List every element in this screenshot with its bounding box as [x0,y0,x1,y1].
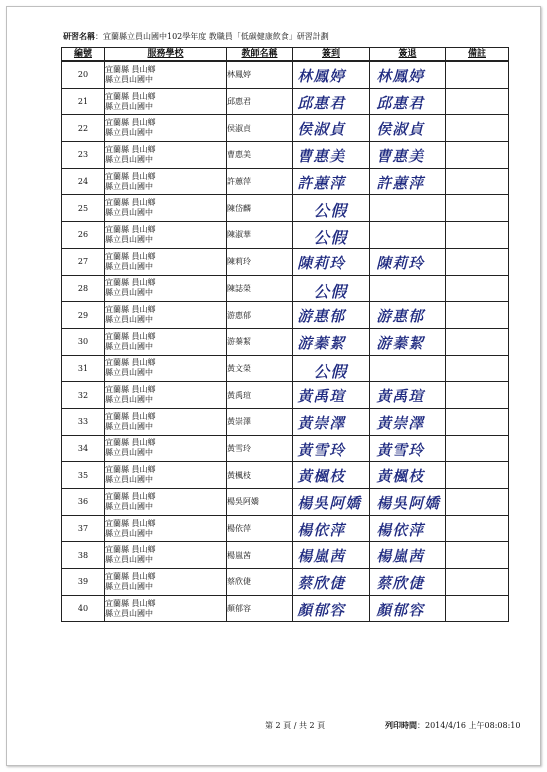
school-line1: 宜蘭縣 員山鄉 [105,64,156,74]
school-line1: 宜蘭縣 員山鄉 [105,598,156,608]
school-line1: 宜蘭縣 員山鄉 [105,491,156,501]
school-line1: 宜蘭縣 員山鄉 [105,571,156,581]
note-cell [446,248,509,275]
table-row [62,115,509,142]
school-line1: 宜蘭縣 員山鄉 [105,91,156,101]
table-row [62,195,509,222]
school-line1: 宜蘭縣 員山鄉 [105,278,156,288]
school-cell [105,115,227,142]
sign-out-cell [370,355,446,382]
sign-in-signature: 公假 [313,361,348,381]
row-number: 38 [62,542,105,569]
sign-in-signature: 顏郁容 [297,600,346,619]
school-line2: 縣立員山國中 [105,74,153,84]
sign-out-signature: 黃禹瑄 [376,387,425,406]
table-row [62,168,509,195]
school-line1: 宜蘭縣 員山鄉 [105,171,156,181]
teacher-name: 陳岱麟 [227,195,293,222]
teacher-name: 陳莉玲 [227,248,293,275]
sign-in-signature: 邱惠君 [297,93,346,112]
sign-in-signature: 楊嵐茜 [297,547,346,566]
table-row [62,61,509,88]
note-cell [446,222,509,249]
note-cell [446,569,509,596]
teacher-name: 楊吳阿嬌 [227,489,293,516]
school-line2: 縣立員山國中 [105,208,153,218]
row-number: 28 [62,275,105,302]
teacher-name: 楊依萍 [227,515,293,542]
note-cell [446,115,509,142]
teacher-name: 侯淑貞 [227,115,293,142]
row-number: 39 [62,569,105,596]
school-line1: 宜蘭縣 員山鄉 [105,358,156,368]
school-cell [105,248,227,275]
table-row [62,248,509,275]
teacher-name: 蔡欣倢 [227,569,293,596]
school-cell [105,408,227,435]
sign-in-cell [293,542,370,569]
note-cell [446,515,509,542]
sign-out-signature: 陳莉玲 [376,253,425,272]
teacher-name: 林鳳婷 [227,61,293,88]
print-time [385,720,521,731]
sign-in-cell [293,248,370,275]
school-line1: 宜蘭縣 員山鄉 [105,385,156,395]
school-line1: 宜蘭縣 員山鄉 [105,144,156,154]
note-cell [446,355,509,382]
note-cell [446,61,509,88]
school-cell [105,435,227,462]
teacher-name: 游惠郁 [227,302,293,329]
row-number: 37 [62,515,105,542]
document-page [6,6,541,766]
note-cell [446,489,509,516]
sign-in-cell [293,569,370,596]
row-number: 25 [62,195,105,222]
school-line2: 縣立員山國中 [105,181,153,191]
table-row [62,88,509,115]
row-number: 26 [62,222,105,249]
sign-out-cell [370,275,446,302]
note-cell [446,302,509,329]
school-line1: 宜蘭縣 員山鄉 [105,465,156,475]
table-row [62,569,509,596]
sign-out-cell [370,515,446,542]
school-cell [105,302,227,329]
school-line2: 縣立員山國中 [105,234,153,244]
teacher-name: 黃雪玲 [227,435,293,462]
sign-out-cell [370,435,446,462]
sign-in-cell [293,435,370,462]
school-line1: 宜蘭縣 員山鄉 [105,518,156,528]
row-number: 21 [62,88,105,115]
sign-out-signature: 曹惠美 [376,147,425,166]
column-header-school: 服務學校 [105,48,227,62]
teacher-name: 陳淑華 [227,222,293,249]
sign-out-signature: 林鳳婷 [376,67,425,85]
table-row [62,222,509,249]
teacher-name: 楊嵐茜 [227,542,293,569]
teacher-name: 邱惠君 [227,88,293,115]
header-label: 研習名稱 [63,31,95,41]
sign-in-cell [293,489,370,516]
table-row [62,275,509,302]
sign-in-cell [293,355,370,382]
sign-in-signature: 黃崇澤 [297,413,346,432]
school-cell [105,595,227,622]
school-line2: 縣立員山國中 [105,315,153,325]
column-header-teacher: 教師名稱 [227,48,293,62]
print-time-label: 列印時間 [385,720,417,730]
note-cell [446,595,509,622]
sign-in-signature: 黃雪玲 [297,440,346,459]
sign-in-signature: 楊依萍 [297,520,346,539]
sign-out-signature: 黃楓枝 [376,467,425,486]
note-cell [446,168,509,195]
school-line2: 縣立員山國中 [105,528,153,538]
school-cell [105,489,227,516]
school-cell [105,142,227,169]
sign-out-cell [370,542,446,569]
row-number: 20 [62,61,105,88]
sign-in-table [61,47,509,622]
sign-in-cell [293,328,370,355]
sign-in-signature: 許蕙萍 [297,173,346,192]
school-line2: 縣立員山國中 [105,421,153,431]
row-number: 27 [62,248,105,275]
sign-in-cell [293,408,370,435]
teacher-name: 陳誌榮 [227,275,293,302]
school-cell [105,275,227,302]
sign-in-signature: 公假 [313,281,348,301]
school-cell [105,569,227,596]
sign-in-cell [293,168,370,195]
table-row [62,408,509,435]
teacher-name: 許蕙萍 [227,168,293,195]
table-row [62,355,509,382]
sign-out-signature: 顏郁容 [376,600,425,619]
sign-out-cell [370,248,446,275]
sign-out-signature: 蔡欣倢 [376,574,425,593]
sign-in-cell [293,462,370,489]
note-cell [446,382,509,409]
school-line2: 縣立員山國中 [105,555,153,565]
sign-in-signature: 蔡欣倢 [297,574,346,593]
sign-in-signature: 游惠郁 [297,307,346,326]
row-number: 40 [62,595,105,622]
note-cell [446,542,509,569]
school-line1: 宜蘭縣 員山鄉 [105,545,156,555]
sign-in-cell [293,382,370,409]
school-cell [105,328,227,355]
document-header [63,31,329,42]
school-line1: 宜蘭縣 員山鄉 [105,224,156,234]
table-body [62,61,509,622]
sign-out-cell [370,462,446,489]
sign-in-signature: 曹惠美 [297,147,346,166]
teacher-name: 游蓁絜 [227,328,293,355]
school-line1: 宜蘭縣 員山鄉 [105,305,156,315]
school-line2: 縣立員山國中 [105,288,153,298]
school-line2: 縣立員山國中 [105,501,153,511]
row-number: 32 [62,382,105,409]
school-line2: 縣立員山國中 [105,128,153,138]
row-number: 22 [62,115,105,142]
teacher-name: 黃崇澤 [227,408,293,435]
row-number: 34 [62,435,105,462]
school-line1: 宜蘭縣 員山鄉 [105,118,156,128]
sign-out-signature: 楊嵐茜 [376,547,425,566]
school-cell [105,355,227,382]
sign-in-signature: 公假 [313,201,348,221]
note-cell [446,462,509,489]
sign-out-signature: 楊依萍 [376,520,425,539]
school-line2: 縣立員山國中 [105,475,153,485]
teacher-name: 黃楓枝 [227,462,293,489]
note-cell [446,142,509,169]
teacher-name: 黃禹瑄 [227,382,293,409]
sign-in-cell [293,88,370,115]
column-header-number: 編號 [62,48,105,62]
sign-out-cell [370,302,446,329]
table-header-row [62,48,509,62]
sign-in-signature: 陳莉玲 [297,253,346,272]
page-number: 第 2 頁 / 共 2 頁 [265,721,326,730]
table-row [62,382,509,409]
sign-out-signature: 游蓁絜 [376,333,425,352]
school-line1: 宜蘭縣 員山鄉 [105,411,156,421]
sign-in-cell [293,195,370,222]
sign-out-cell [370,408,446,435]
sign-out-signature: 楊吳阿嬌 [376,494,441,512]
table-row [62,142,509,169]
school-cell [105,222,227,249]
row-number: 29 [62,302,105,329]
school-line1: 宜蘭縣 員山鄉 [105,251,156,261]
note-cell [446,408,509,435]
sign-in-cell [293,222,370,249]
school-line1: 宜蘭縣 員山鄉 [105,198,156,208]
sign-in-cell [293,142,370,169]
sign-in-cell [293,595,370,622]
sign-in-signature: 林鳳婷 [297,67,346,85]
row-number: 30 [62,328,105,355]
sign-in-cell [293,61,370,88]
row-number: 23 [62,142,105,169]
note-cell [446,328,509,355]
sign-out-cell [370,569,446,596]
sign-in-signature: 公假 [313,228,348,248]
school-cell [105,168,227,195]
teacher-name: 黃文榮 [227,355,293,382]
school-line1: 宜蘭縣 員山鄉 [105,438,156,448]
table-row [62,595,509,622]
sign-in-cell [293,115,370,142]
sign-in-cell [293,515,370,542]
table-row [62,302,509,329]
sign-out-cell [370,595,446,622]
school-line2: 縣立員山國中 [105,608,153,618]
sign-out-cell [370,168,446,195]
school-line2: 縣立員山國中 [105,261,153,271]
school-cell [105,542,227,569]
header-title: ：宜蘭縣立員山國中102學年度 教職員「低碳健康飲食」研習計劃 [95,32,329,41]
row-number: 35 [62,462,105,489]
sign-out-cell [370,142,446,169]
sign-out-signature: 邱惠君 [376,93,425,112]
sign-in-signature: 楊吳阿嬌 [297,494,362,512]
sign-in-signature: 游蓁絜 [297,333,346,352]
sign-out-signature: 游惠郁 [376,307,425,326]
row-number: 24 [62,168,105,195]
school-cell [105,462,227,489]
print-time-value: ：2014/4/16 上午08:08:10 [417,721,521,730]
row-number: 33 [62,408,105,435]
sign-out-signature: 黃雪玲 [376,440,425,459]
note-cell [446,275,509,302]
sign-out-cell [370,115,446,142]
column-header-sign-in: 簽到 [293,48,370,62]
school-line2: 縣立員山國中 [105,448,153,458]
table-row [62,515,509,542]
sign-out-cell [370,489,446,516]
note-cell [446,88,509,115]
school-line2: 縣立員山國中 [105,154,153,164]
row-number: 36 [62,489,105,516]
table-row [62,462,509,489]
sign-in-cell [293,302,370,329]
sign-in-signature: 黃禹瑄 [297,387,346,406]
school-line1: 宜蘭縣 員山鄉 [105,331,156,341]
school-cell [105,61,227,88]
school-line2: 縣立員山國中 [105,341,153,351]
sign-out-signature: 黃崇澤 [376,413,425,432]
school-cell [105,515,227,542]
sign-out-signature: 許蕙萍 [376,173,425,192]
teacher-name: 曹惠美 [227,142,293,169]
school-cell [105,382,227,409]
sign-out-cell [370,195,446,222]
note-cell [446,435,509,462]
sign-in-signature: 黃楓枝 [297,467,346,486]
row-number: 31 [62,355,105,382]
school-line2: 縣立員山國中 [105,395,153,405]
table-row [62,328,509,355]
school-line2: 縣立員山國中 [105,101,153,111]
table-row [62,542,509,569]
sign-in-cell [293,275,370,302]
school-cell [105,195,227,222]
sign-in-signature: 侯淑貞 [297,120,346,139]
teacher-name: 顏郁容 [227,595,293,622]
sign-out-signature: 侯淑貞 [376,120,425,139]
sign-out-cell [370,382,446,409]
table-row [62,435,509,462]
school-cell [105,88,227,115]
sign-out-cell [370,88,446,115]
table-row [62,489,509,516]
sign-out-cell [370,61,446,88]
school-line2: 縣立員山國中 [105,368,153,378]
school-line2: 縣立員山國中 [105,581,153,591]
note-cell [446,195,509,222]
sign-out-cell [370,222,446,249]
column-header-note: 備註 [446,48,509,62]
sign-out-cell [370,328,446,355]
column-header-sign-out: 簽退 [370,48,446,62]
